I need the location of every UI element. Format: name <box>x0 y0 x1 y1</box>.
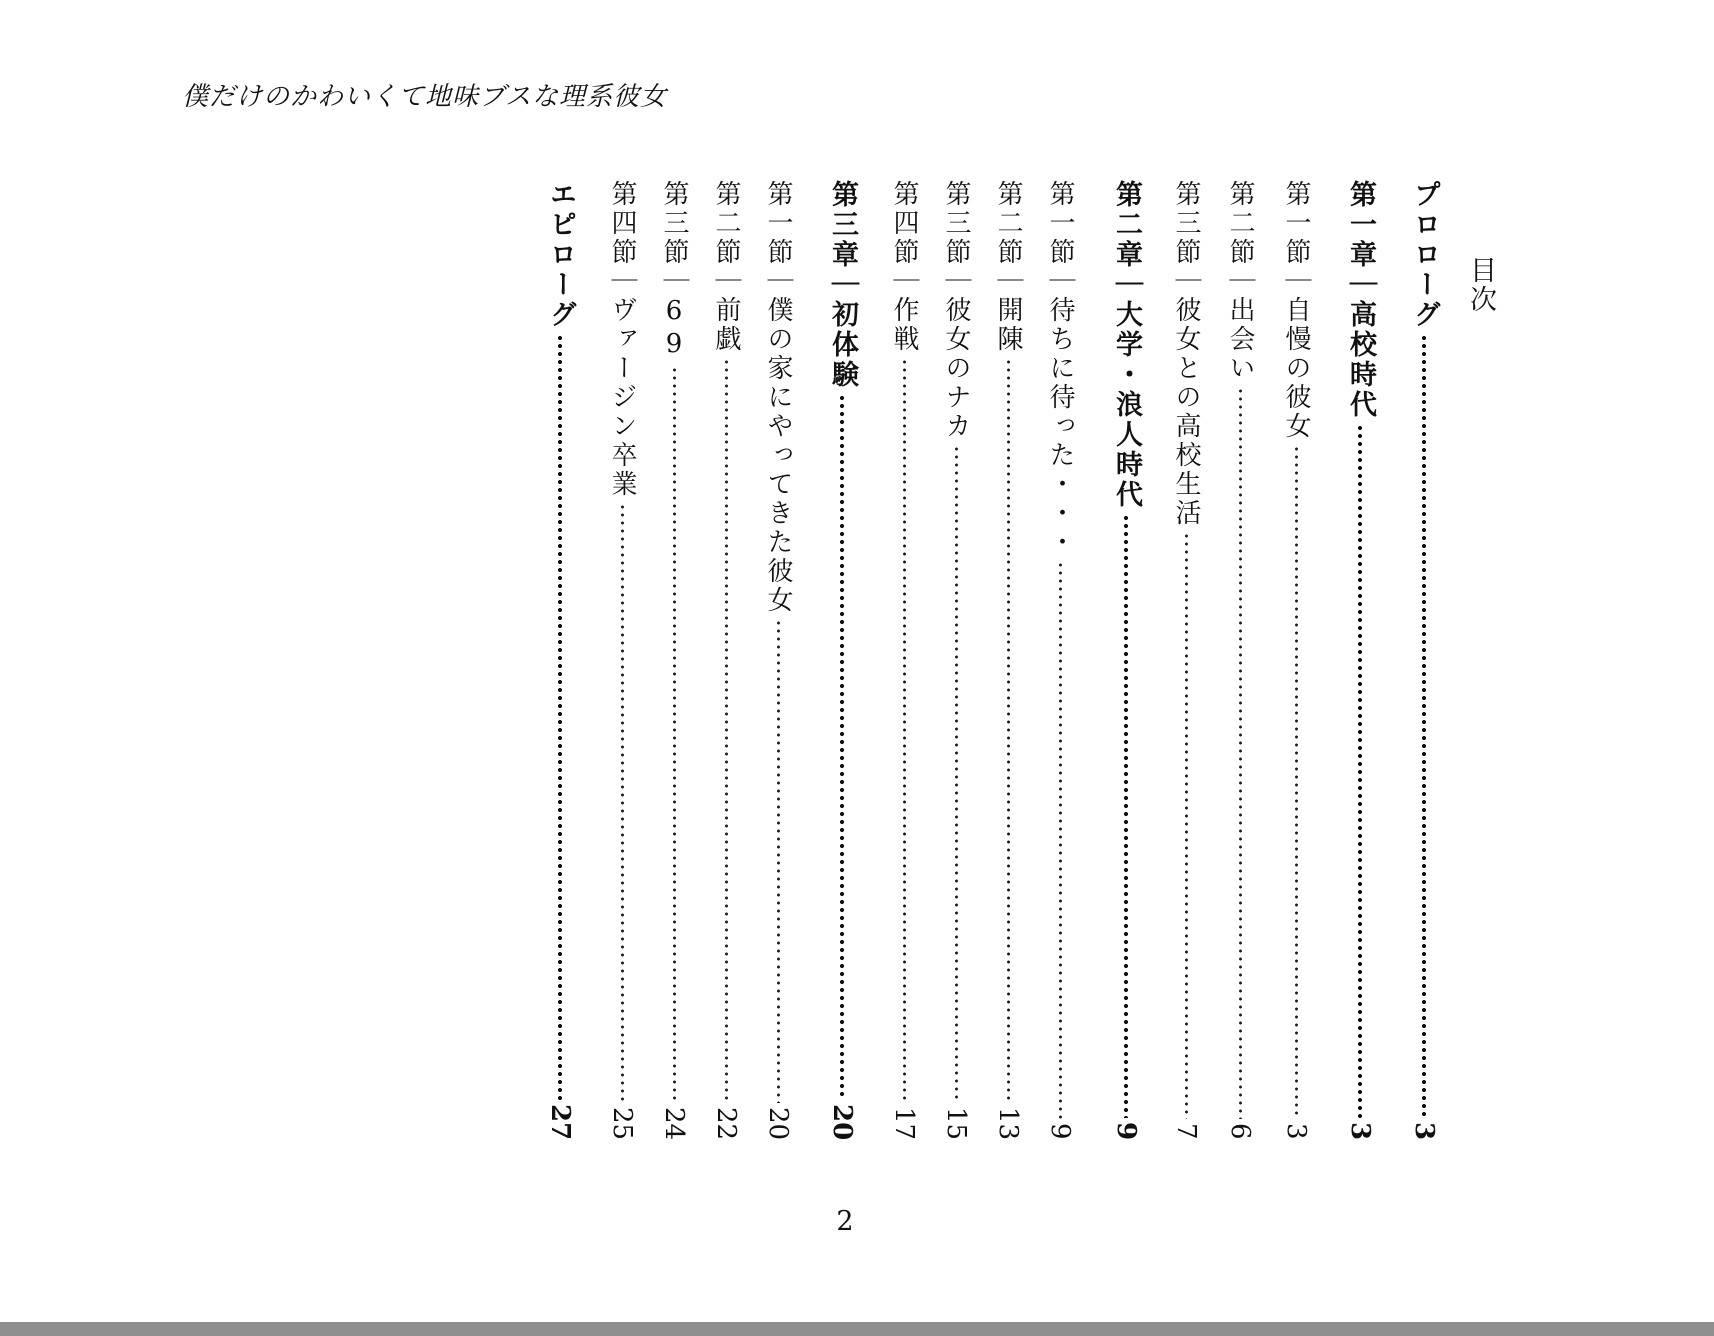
dot-leader <box>1006 358 1011 1103</box>
toc-entry-label: 第三節｜彼女との高校生活 <box>1171 180 1201 528</box>
toc-entry-page: 13 <box>993 1106 1023 1140</box>
toc-entry-page: 24 <box>659 1106 689 1140</box>
toc-entry-page: 9 <box>1045 1123 1075 1140</box>
toc-entry-page: 9 <box>1111 1121 1141 1140</box>
toc-entry-label: 第三節｜69 <box>659 180 689 362</box>
toc-entry-label: 第二節｜開陳 <box>993 180 1023 354</box>
toc-entry-label: 第一節｜自慢の彼女 <box>1281 180 1311 441</box>
toc-entry-label: 第一節｜僕の家にやってきた彼女 <box>763 180 793 615</box>
toc-entry-label: 第二節｜前戯 <box>711 180 741 354</box>
toc-entry-label: 第二節｜出会い <box>1225 180 1255 383</box>
toc-entry-ch1-sec2[interactable] <box>1220 180 1260 1140</box>
dot-leader <box>1123 514 1129 1118</box>
toc-entry-label: 第二章｜大学・浪人時代 <box>1111 180 1142 510</box>
toc-entry-label: 第三節｜彼女のナカ <box>941 180 971 441</box>
toc-entry-page: 25 <box>607 1106 637 1140</box>
dot-leader <box>902 358 907 1103</box>
dot-leader <box>1294 445 1299 1119</box>
toc-entry-ch1-sec1[interactable] <box>1276 180 1316 1140</box>
toc-entry-page: 20 <box>763 1106 793 1140</box>
dot-leader <box>1421 334 1427 1118</box>
viewer-bottom-bar <box>0 1322 1714 1336</box>
dot-leader <box>1184 532 1189 1119</box>
toc-entry-label: 第三章｜初体験 <box>827 180 858 390</box>
dot-leader <box>954 445 959 1103</box>
toc-entry-epilogue[interactable] <box>540 180 580 1140</box>
toc-entry-label: 第四節｜ヴァージン卒業 <box>607 180 637 499</box>
toc-entry-ch1-sec3[interactable] <box>1166 180 1206 1140</box>
dot-leader <box>776 619 781 1103</box>
toc-entry-label: 第一節｜待ちに待った・・・ <box>1045 180 1075 557</box>
toc-entry-page: 3 <box>1409 1121 1439 1140</box>
toc-entry-label: 第一章｜高校時代 <box>1345 180 1376 420</box>
toc-title: 目次 <box>1465 256 1496 314</box>
toc-entry-page: 6 <box>1225 1123 1255 1140</box>
toc-entry-ch3-sec2[interactable] <box>706 180 746 1140</box>
toc-entry-page: 3 <box>1281 1123 1311 1140</box>
running-header: 僕だけのかわいくて地味ブスな理系彼女 <box>182 82 667 112</box>
toc-entry-ch2-sec1[interactable] <box>1040 180 1080 1140</box>
toc-entry-page: 15 <box>941 1106 971 1140</box>
dot-leader <box>1058 561 1063 1119</box>
dot-leader <box>1238 387 1243 1119</box>
toc-entry-page: 3 <box>1345 1121 1375 1140</box>
dot-leader <box>620 503 625 1103</box>
toc-entry-ch2-sec4[interactable] <box>884 180 924 1140</box>
toc-entry-ch2-sec3[interactable] <box>936 180 976 1140</box>
toc-entry-prologue[interactable] <box>1404 180 1444 1140</box>
page-number: 2 <box>836 1206 854 1237</box>
toc-entry-page: 7 <box>1171 1123 1201 1140</box>
dot-leader <box>839 394 845 1100</box>
dot-leader <box>557 334 563 1100</box>
toc-entry-ch3-sec3[interactable] <box>654 180 694 1140</box>
toc-entry-page: 17 <box>889 1106 919 1140</box>
toc-entry-label: 第四節｜作戦 <box>889 180 919 354</box>
toc-entry-page: 27 <box>545 1103 575 1140</box>
toc-entry-chapter-2[interactable] <box>1106 180 1146 1140</box>
toc-entry-label: プロローグ <box>1409 180 1440 330</box>
toc-entry-ch2-sec2[interactable] <box>988 180 1028 1140</box>
toc-entry-chapter-1[interactable] <box>1340 180 1380 1140</box>
toc-entry-ch3-sec1[interactable] <box>758 180 798 1140</box>
dot-leader <box>724 358 729 1103</box>
toc-entry-ch3-sec4[interactable] <box>602 180 642 1140</box>
dot-leader <box>672 366 677 1103</box>
toc-entry-page: 22 <box>711 1106 741 1140</box>
dot-leader <box>1357 424 1363 1118</box>
toc-entry-chapter-3[interactable] <box>822 180 862 1140</box>
toc-entry-label: エピローグ <box>545 180 576 330</box>
toc-entry-page: 20 <box>827 1103 857 1140</box>
